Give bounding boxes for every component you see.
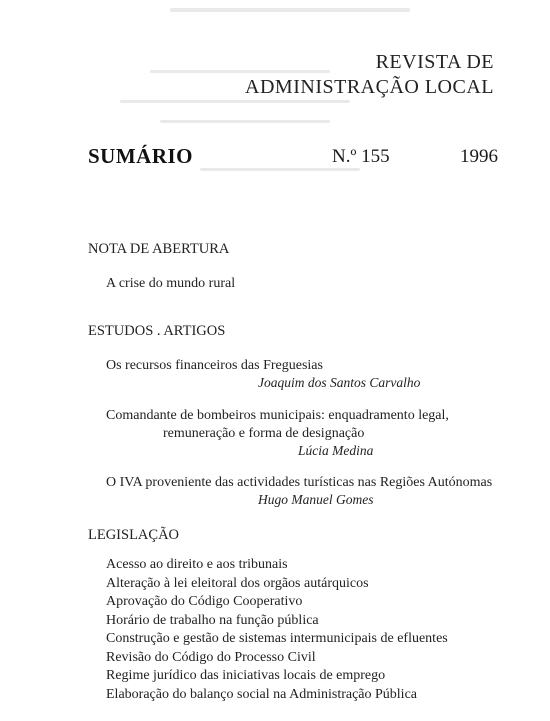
article-title-continuation: remuneração e forma de designação: [163, 426, 365, 441]
journal-title-line-1: REVISTA DE: [375, 51, 494, 73]
bleed-through-mark: [170, 8, 410, 12]
journal-title: [245, 50, 494, 100]
article-author: Lúcia Medina: [298, 443, 374, 458]
list-item: Construção e gestão de sistemas intermunicipais de efluentes: [106, 631, 448, 646]
list-item: Alteração à lei eleitoral dos orgãos autárquicos: [106, 575, 369, 591]
list-item: Aprovação do Código Cooperativo: [106, 594, 303, 609]
article-title: Comandante de bombeiros municipais: enquadramento legal,: [106, 408, 449, 423]
journal-title-line-2: ADMINISTRAÇÃO LOCAL: [245, 76, 494, 98]
section-heading-nota-de-abertura: NOTA DE ABERTURA: [88, 241, 230, 257]
bleed-through-mark: [160, 120, 330, 123]
bleed-through-mark: [120, 100, 350, 103]
list-item: Acesso ao direito e aos tribunais: [106, 557, 288, 572]
issue-number: N.º 155: [332, 146, 390, 167]
issue-year: 1996: [460, 146, 498, 167]
list-item: Horário de trabalho na função pública: [106, 612, 319, 628]
article-title: O IVA proveniente das actividades turísticas nas Regiões Autónomas: [106, 475, 493, 490]
summary-header: [88, 144, 498, 174]
legislation-list: [106, 556, 448, 704]
toc-entry: A crise do mundo rural: [106, 276, 236, 291]
section-heading-estudos-artigos: ESTUDOS . ARTIGOS: [88, 323, 226, 339]
summary-heading: SUMÁRIO: [88, 144, 194, 168]
list-item: Regime jurídico das iniciativas locais de emprego: [106, 668, 386, 683]
article-author: Hugo Manuel Gomes: [258, 492, 374, 507]
article-author: Joaquim dos Santos Carvalho: [258, 375, 421, 390]
section-heading-legislacao: LEGISLAÇÃO: [88, 527, 180, 543]
article-title: Os recursos financeiros das Freguesias: [106, 358, 323, 373]
list-item: Elaboração do balanço social na Administração Pública: [106, 686, 418, 702]
list-item: Revisão do Código do Processo Civil: [106, 649, 316, 665]
